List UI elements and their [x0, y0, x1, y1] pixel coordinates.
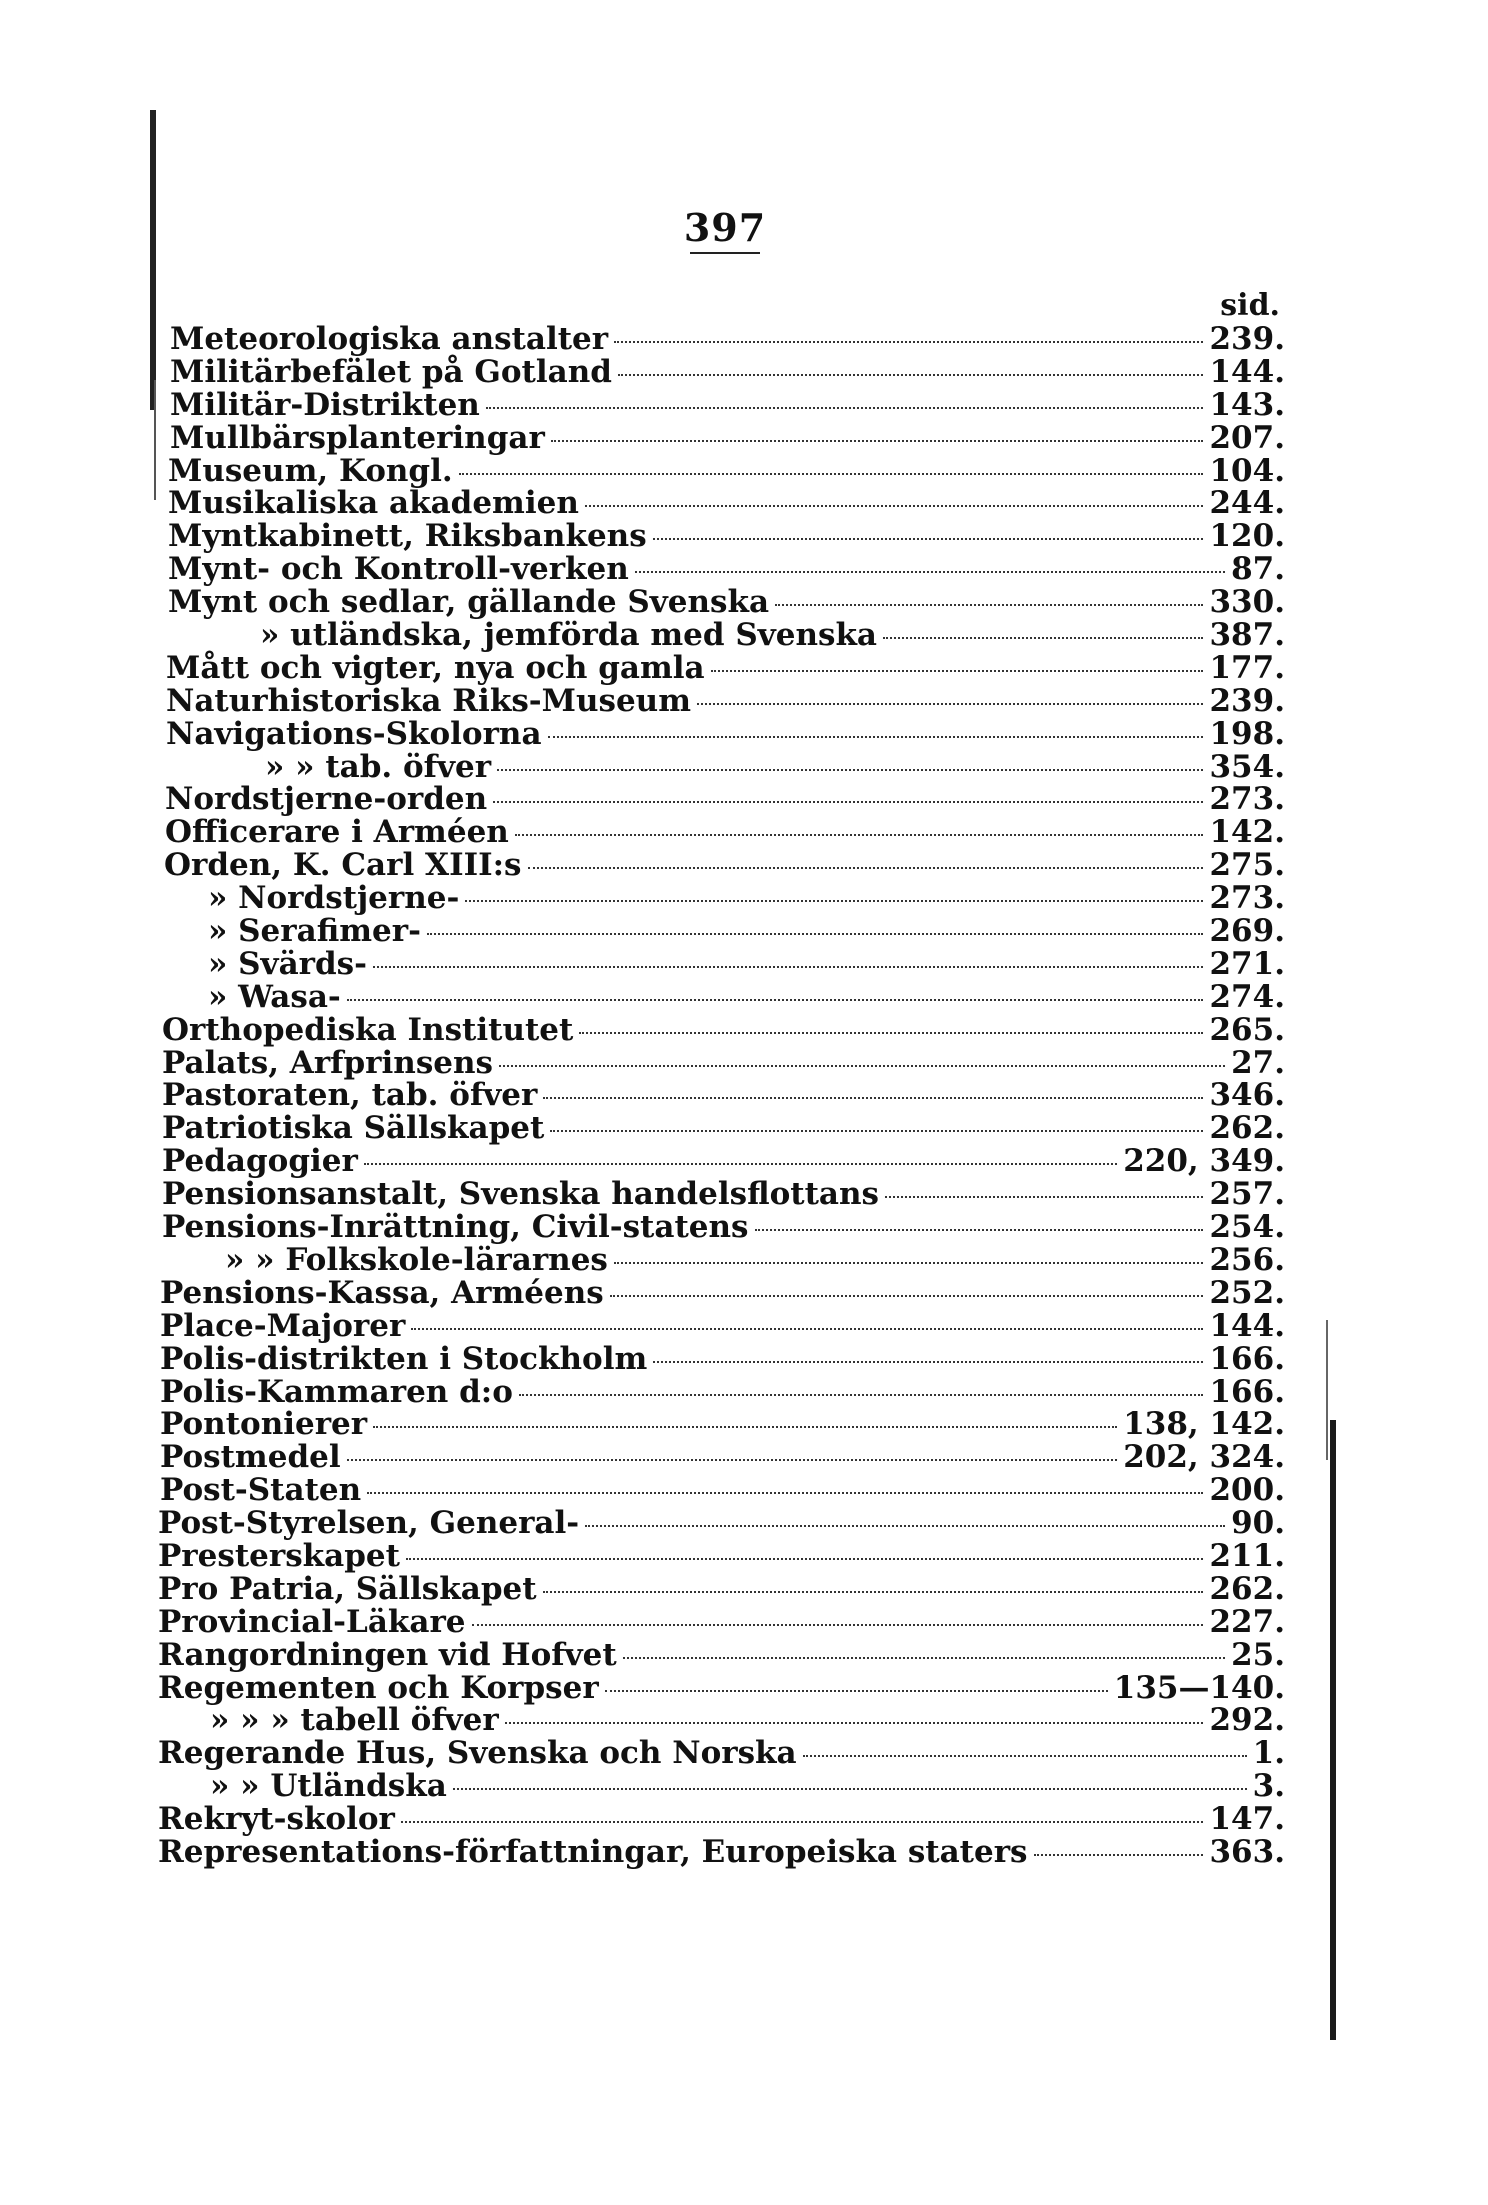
- index-entry: [150, 1011, 1285, 1048]
- index-entry-page: 166.: [1209, 1340, 1285, 1377]
- index-entry-page: 25.: [1231, 1636, 1285, 1673]
- dot-leader: [605, 1690, 1108, 1692]
- index-entry: [150, 1145, 1285, 1178]
- index-entry: [150, 1537, 1285, 1574]
- dot-leader: [883, 637, 1203, 639]
- dot-leader: [472, 1624, 1204, 1626]
- index-entry-page: 202, 324.: [1123, 1439, 1285, 1476]
- index-entry-page: 262.: [1209, 1570, 1285, 1607]
- index-entry-label: » » » tabell öfver: [210, 1702, 499, 1739]
- dot-leader: [1034, 1854, 1204, 1856]
- dot-leader: [775, 604, 1203, 606]
- dot-leader: [550, 1130, 1203, 1132]
- dot-leader: [453, 1788, 1247, 1790]
- dot-leader: [347, 999, 1204, 1001]
- index-entry: [150, 1737, 1285, 1770]
- index-entry-page: 254.: [1209, 1209, 1285, 1246]
- dot-leader: [406, 1558, 1204, 1560]
- index-entry-label: Pastoraten, tab. öfver: [162, 1077, 538, 1114]
- index-entry-label: Representations-författningar, Europeiska staters: [158, 1833, 1028, 1870]
- index-entry-label: Naturhistoriska Riks-Museum: [166, 682, 692, 719]
- index-entry-label: Regementen och Korpser: [158, 1669, 599, 1706]
- index-entry: [150, 1441, 1285, 1474]
- index-entry-page: 273.: [1209, 781, 1285, 818]
- index-entry-page: 177.: [1209, 649, 1285, 686]
- dot-leader: [653, 1361, 1203, 1363]
- index-entry-page: 144.: [1209, 353, 1285, 390]
- index-entry-page: 269.: [1209, 913, 1285, 950]
- index-entry-label: » » tab. öfver: [265, 748, 492, 785]
- index-entry: [150, 783, 1285, 816]
- index-entry: [150, 386, 1285, 423]
- index-entry-label: » Serafimer-: [208, 913, 421, 950]
- index-entry-page: 346.: [1209, 1077, 1285, 1114]
- index-entry-page: 166.: [1209, 1373, 1285, 1410]
- index-entry-label: Meteorologiska anstalter: [170, 321, 609, 357]
- dot-leader: [543, 1097, 1203, 1099]
- index-entry: [150, 849, 1285, 882]
- index-entry-label: Polis-distrikten i Stockholm: [160, 1340, 648, 1377]
- index-entry-label: Provincial-Läkare: [158, 1603, 466, 1640]
- index-entry-label: Mått och vigter, nya och gamla: [166, 649, 705, 686]
- index-entry-page: 144.: [1209, 1307, 1285, 1344]
- dot-leader: [585, 505, 1204, 507]
- index-entry-label: Myntkabinett, Riksbankens: [168, 518, 647, 555]
- index-entry-page: 274.: [1209, 978, 1285, 1015]
- index-entry-page: 239.: [1209, 682, 1285, 719]
- index-entry-label: Nordstjerne-orden: [165, 781, 488, 818]
- index-entry-page: 220, 349.: [1123, 1143, 1285, 1180]
- index-entry: [150, 649, 1285, 686]
- index-entry-page: 90.: [1231, 1505, 1285, 1542]
- index-entry-page: 87.: [1231, 551, 1285, 588]
- index-entry: [150, 487, 1285, 520]
- index-entry-label: » Nordstjerne-: [208, 880, 460, 917]
- dot-leader: [623, 1657, 1225, 1659]
- dot-leader: [497, 769, 1203, 771]
- dot-leader: [614, 1262, 1204, 1264]
- dot-leader: [519, 1394, 1204, 1396]
- index-entry-label: Navigations-Skolorna: [166, 715, 542, 752]
- index-entry: [150, 816, 1285, 849]
- dot-leader: [401, 1821, 1204, 1823]
- index-entry: [150, 1669, 1285, 1706]
- dot-leader: [499, 1065, 1225, 1067]
- index-entry: [150, 715, 1285, 752]
- index-entry: [150, 1307, 1285, 1344]
- index-entry: [150, 1636, 1285, 1673]
- index-entry-page: 198.: [1209, 715, 1285, 752]
- scan-edge-mark: [1330, 1420, 1336, 2040]
- index-entry-label: Patriotiska Sällskapet: [162, 1110, 545, 1147]
- index-entry-label: Post-Staten: [160, 1472, 362, 1509]
- index-entry: [150, 1803, 1285, 1836]
- index-entry-page: 207.: [1209, 419, 1285, 456]
- dot-leader: [493, 801, 1203, 803]
- index-entry: [150, 1340, 1285, 1377]
- index-entry-page: 262.: [1209, 1110, 1285, 1147]
- dot-leader: [505, 1722, 1204, 1724]
- index-entry-page: 363.: [1209, 1833, 1285, 1870]
- dot-leader: [697, 703, 1203, 705]
- index-entry: [150, 419, 1285, 456]
- index-entry-label: Pensions-Kassa, Arméens: [160, 1274, 604, 1311]
- dot-leader: [635, 571, 1225, 573]
- index-entry-label: Pensions-Inrättning, Civil-statens: [162, 1209, 749, 1246]
- index-entry: [150, 682, 1285, 719]
- index-entry-label: Place-Majorer: [160, 1307, 406, 1344]
- index-entry-label: » utländska, jemförda med Svenska: [260, 617, 878, 654]
- index-entry-label: Presterskapet: [158, 1537, 400, 1574]
- index-entry: [150, 553, 1285, 586]
- index-entry: [150, 1704, 1285, 1737]
- index-entry-page: 142.: [1209, 814, 1285, 851]
- index-entry: [150, 1178, 1285, 1211]
- dot-leader: [528, 867, 1204, 869]
- index-entry-label: Polis-Kammaren d:o: [160, 1373, 513, 1410]
- dot-leader: [755, 1229, 1204, 1231]
- index-entry-label: Orden, K. Carl XIII:s: [164, 847, 522, 884]
- index-entry: [150, 1570, 1285, 1607]
- index-entry-label: Mullbärsplanteringar: [170, 419, 545, 456]
- index-entry-page: 120.: [1209, 518, 1285, 555]
- dot-leader: [373, 966, 1204, 968]
- index-entry-page: 257.: [1209, 1176, 1285, 1213]
- index-entry-label: » Svärds-: [208, 945, 367, 982]
- index-entry-page: 3.: [1252, 1768, 1285, 1805]
- index-entry-page: 227.: [1209, 1603, 1285, 1640]
- dot-leader: [585, 1525, 1225, 1527]
- dot-leader: [364, 1163, 1117, 1165]
- dot-leader: [411, 1328, 1203, 1330]
- index-entry: [150, 1770, 1285, 1803]
- index-entry-page: 271.: [1209, 945, 1285, 982]
- index-entry: [150, 1079, 1285, 1112]
- dot-leader: [711, 670, 1204, 672]
- index-entry: [150, 586, 1285, 619]
- index-entry-page: 200.: [1209, 1472, 1285, 1509]
- dot-leader: [515, 834, 1204, 836]
- index-entry: [150, 1211, 1285, 1244]
- index-entry-page: 252.: [1209, 1274, 1285, 1311]
- index-entry: [150, 945, 1285, 982]
- index-entry-label: Mynt- och Kontroll-verken: [168, 551, 629, 588]
- index-entry-label: » Wasa-: [208, 978, 341, 1015]
- index-entry: [150, 748, 1285, 785]
- dot-leader: [614, 341, 1203, 343]
- index-entry-page: 147.: [1209, 1801, 1285, 1838]
- dot-leader: [427, 933, 1204, 935]
- index-entry: [150, 520, 1285, 553]
- dot-leader: [803, 1755, 1247, 1757]
- index-entry-page: 273.: [1209, 880, 1285, 917]
- scan-edge-mark: [1326, 1320, 1328, 1460]
- index-entry-label: Rangordningen vid Hofvet: [158, 1636, 617, 1673]
- index-entry-label: Mynt och sedlar, gällande Svenska: [168, 584, 770, 621]
- index-entry-page: 330.: [1209, 584, 1285, 621]
- index-entry: [150, 1507, 1285, 1540]
- dot-leader: [885, 1196, 1203, 1198]
- dot-leader: [618, 374, 1204, 376]
- dot-leader: [367, 1492, 1203, 1494]
- index-entry: [150, 323, 1285, 356]
- index-entry: [150, 1274, 1285, 1311]
- index-entry-label: Regerande Hus, Svenska och Norska: [158, 1735, 797, 1772]
- index-entry-page: 387.: [1209, 617, 1285, 654]
- index-entry-label: » » Utländska: [210, 1768, 447, 1805]
- dot-leader: [579, 1032, 1203, 1034]
- index-entry: [150, 882, 1285, 915]
- index-entry-page: 143.: [1209, 386, 1285, 423]
- dot-leader: [551, 440, 1204, 442]
- index-entry-page: 1.: [1252, 1735, 1285, 1772]
- dot-leader: [610, 1295, 1204, 1297]
- index-entry-label: Musikaliska akademien: [168, 485, 579, 522]
- index-entry-page: 138, 142.: [1123, 1406, 1285, 1443]
- index-entry-label: Militärbefälet på Gotland: [170, 353, 612, 390]
- index-entry: [150, 1112, 1285, 1145]
- index-entry-label: Orthopediska Institutet: [162, 1011, 574, 1048]
- index-entry: [150, 452, 1285, 489]
- index-entry-label: Postmedel: [160, 1439, 341, 1476]
- index-entry-label: Pedagogier: [162, 1143, 358, 1180]
- index-entry-page: 292.: [1209, 1702, 1285, 1739]
- index-entry: [150, 619, 1285, 652]
- index-entry-label: Officerare i Arméen: [165, 814, 509, 851]
- index-entry-label: Rekryt-skolor: [158, 1801, 395, 1838]
- index-entry: [150, 1603, 1285, 1640]
- index-entry: [150, 1408, 1285, 1441]
- dot-leader: [543, 1591, 1204, 1593]
- index-entry: [150, 1474, 1285, 1507]
- index-entry-page: 27.: [1231, 1044, 1285, 1081]
- index-entry-label: Museum, Kongl.: [168, 452, 453, 489]
- page-number-underline: [690, 252, 760, 254]
- index-entry-page: 244.: [1209, 485, 1285, 522]
- index-entry-label: Pensionsanstalt, Svenska handelsflottans: [162, 1176, 879, 1213]
- dot-leader: [373, 1426, 1117, 1428]
- index-entry-page: 211.: [1209, 1537, 1285, 1574]
- dot-leader: [465, 900, 1203, 902]
- index-entry-label: Palats, Arfprinsens: [162, 1044, 493, 1081]
- index-entry-label: Post-Styrelsen, General-: [158, 1505, 580, 1542]
- index-entry-page: 239.: [1209, 321, 1285, 357]
- index-entry-list: [150, 323, 1285, 1869]
- index-entry: [150, 353, 1285, 390]
- index-entry-page: 104.: [1209, 452, 1285, 489]
- index-entry-page: 135—140.: [1113, 1669, 1285, 1706]
- page-column-header: sid.: [1220, 288, 1280, 323]
- index-entry-page: 275.: [1209, 847, 1285, 884]
- dot-leader: [459, 473, 1204, 475]
- index-entry: [150, 915, 1285, 948]
- index-entry-label: Pontonierer: [160, 1406, 368, 1443]
- index-entry-page: 265.: [1209, 1011, 1285, 1048]
- index-entry: [150, 1833, 1285, 1870]
- index-entry: [150, 1373, 1285, 1410]
- index-entry: [150, 1241, 1285, 1278]
- index-entry-label: » » Folkskole-lärarnes: [225, 1241, 608, 1278]
- index-entry-page: 354.: [1209, 748, 1285, 785]
- dot-leader: [548, 736, 1204, 738]
- page-number: 397: [683, 205, 767, 250]
- dot-leader: [347, 1459, 1118, 1461]
- dot-leader: [486, 407, 1204, 409]
- index-entry: [150, 1044, 1285, 1081]
- index-entry-label: Pro Patria, Sällskapet: [158, 1570, 537, 1607]
- index-entry-label: Militär-Distrikten: [170, 386, 480, 423]
- index-entry: [150, 978, 1285, 1015]
- index-entry-page: 256.: [1209, 1241, 1285, 1278]
- dot-leader: [653, 538, 1204, 540]
